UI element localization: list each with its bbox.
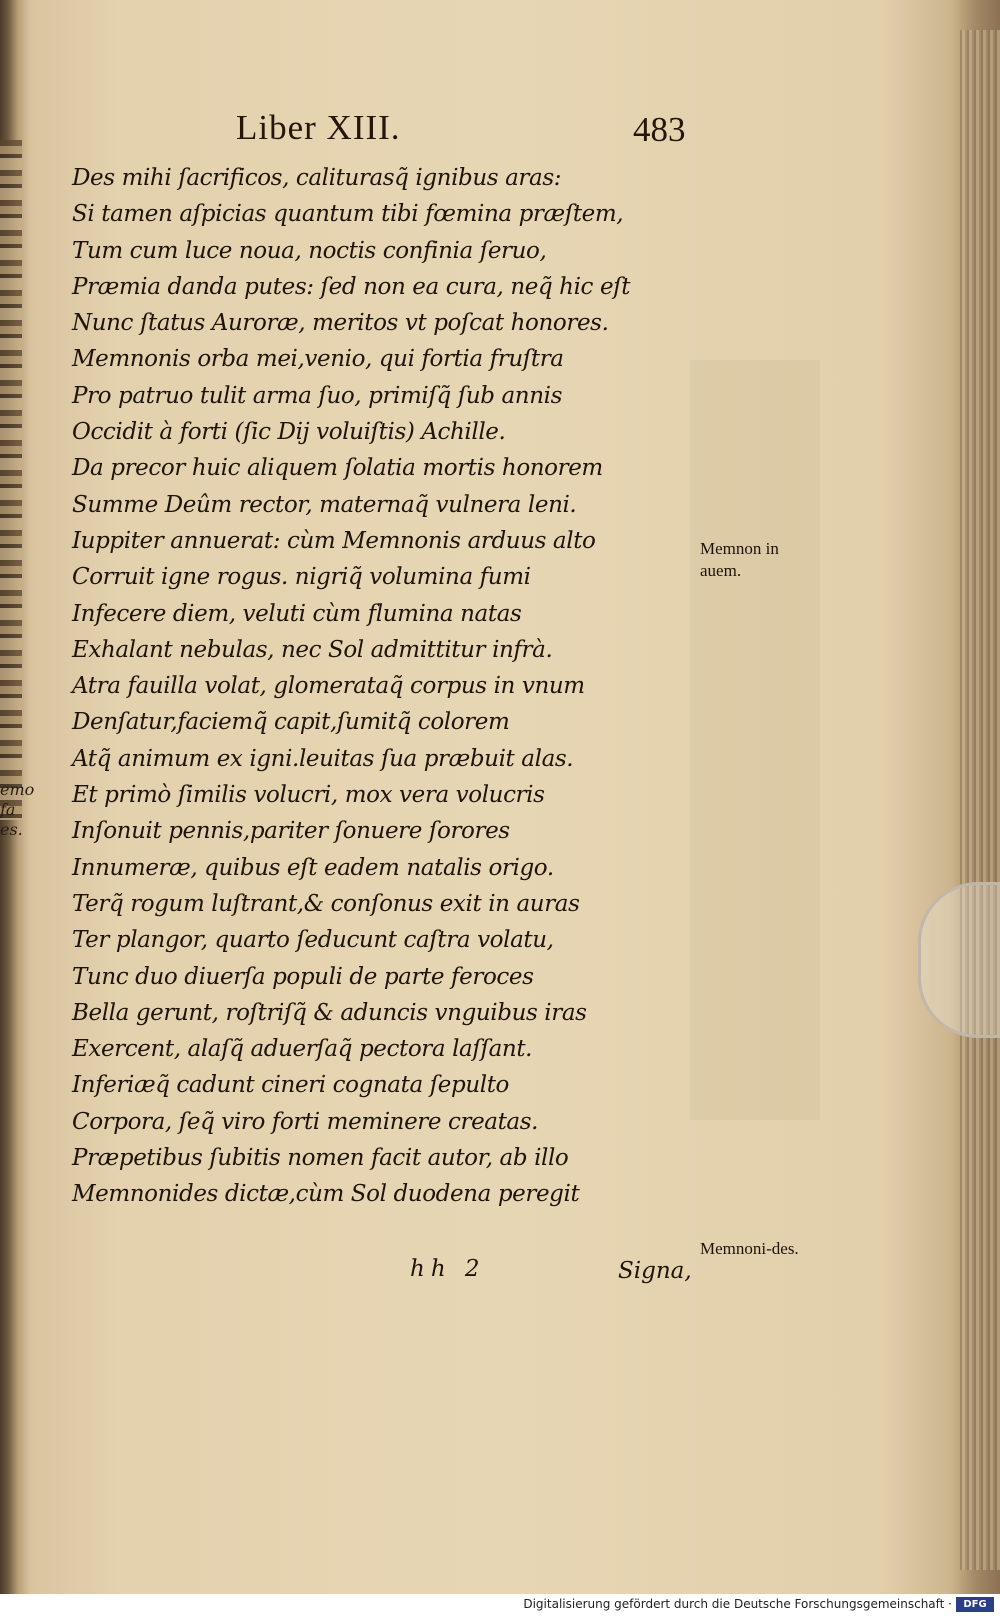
verse-line: Exercent, alaſq̃ aduerſaq̃ pectora laſſant.: [72, 1036, 533, 1063]
verse-line: Infecere diem, veluti cùm flumina natas: [72, 600, 522, 627]
verse-line: Nunc ſtatus Auroræ, meritos vt poſcat honores.: [72, 310, 609, 337]
verse-line: Pro patruo tulit arma ſuo, primiſq̃ ſub annis: [72, 382, 562, 409]
marginal-note-text: Memnon in auem.: [700, 539, 779, 580]
page-edges: [960, 30, 1000, 1570]
verse-line: Si tamen aſpicias quantum tibi fœmina præſtem,: [72, 201, 624, 228]
verse-line: Præpetibus ſubitis nomen facit autor, ab illo: [72, 1145, 569, 1172]
verse-line: Corruit igne rogus. nigriq̃ volumina fumi: [72, 564, 531, 591]
page-header: [0, 100, 1000, 160]
verse-line: Memnonides dictæ,cùm Sol duodena peregit: [72, 1181, 580, 1208]
verse-line: Denſatur,faciemq̃ capit,ſumitq̃ colorem: [72, 709, 510, 736]
verse-line: Et primò ſimilis volucri, mox vera volucris: [72, 782, 545, 809]
folio-number: 483: [633, 110, 686, 149]
verse-line: Bella gerunt, roſtriſq̃ & aduncis vnguibus iras: [72, 999, 587, 1026]
verse-line: Atq̃ animum ex igni.leuitas ſua præbuit alas.: [72, 745, 574, 772]
verse-line: Iuppiter annuerat: cùm Memnonis arduus alto: [72, 527, 596, 554]
signature-mark: hh 2: [410, 1256, 486, 1282]
book-clip: [918, 882, 1000, 1038]
dfg-logo: DFG: [956, 1597, 994, 1612]
verse-line: Des mihi ſacrificos, caliturasq̃ ignibus aras:: [72, 165, 562, 191]
verse-line: Exhalant nebulas, nec Sol admittitur infrà.: [72, 636, 553, 663]
page-footer: [0, 1240, 1000, 1300]
credit-bar: [0, 1594, 1000, 1616]
funding-credit: Digitalisierung gefördert durch die Deutsche Forschungsgemeinschaft ·: [523, 1597, 952, 1611]
verse-line: Da precor huic aliquem ſolatia mortis honorem: [72, 455, 603, 482]
catchword: Signa,: [618, 1258, 692, 1284]
facing-page-illustration: [0, 140, 22, 820]
marginal-note-memnon: [700, 538, 820, 582]
verse-line: Tunc duo diuerſa populi de parte feroces: [72, 963, 534, 990]
verse-block: [72, 160, 672, 1213]
verse-line: Tum cum luce noua, noctis confinia ſeruo,: [72, 237, 547, 264]
verse-line: Occidit à forti (ſic Dij voluiſtis) Achille.: [72, 419, 506, 446]
verse-line: Summe Deûm rector, maternaq̃ vulnera leni.: [72, 491, 577, 518]
facing-page-marginal-fragment: emo fa es.: [0, 780, 35, 839]
verse-line: Ter plangor, quarto ſeducunt caſtra volatu,: [72, 927, 554, 954]
verse-line: Corpora, ſeq̃ viro forti meminere creatas.: [72, 1108, 539, 1135]
show-through-shadow: [690, 360, 820, 1120]
verse-line: Præmia danda putes: ſed non ea cura, neq̃ hic eſt: [72, 273, 631, 300]
verse-line: Terq̃ rogum luſtrant,& conſonus exit in auras: [72, 890, 580, 917]
verse-line: Innumeræ, quibus eſt eadem natalis origo.: [72, 854, 554, 881]
verse-line: Memnonis orba mei,venio, qui fortia fruſtra: [72, 346, 564, 373]
verse-line: Inſonuit pennis,pariter ſonuere ſorores: [72, 818, 510, 845]
marginal-note-text: Memnoni-des.: [700, 1239, 799, 1258]
running-head: Liber XIII.: [236, 108, 401, 147]
verse-line: Inferiæq̃ cadunt cineri cognata ſepulto: [72, 1072, 509, 1099]
verse-line: Atra fauilla volat, glomerataq̃ corpus in vnum: [72, 673, 585, 700]
